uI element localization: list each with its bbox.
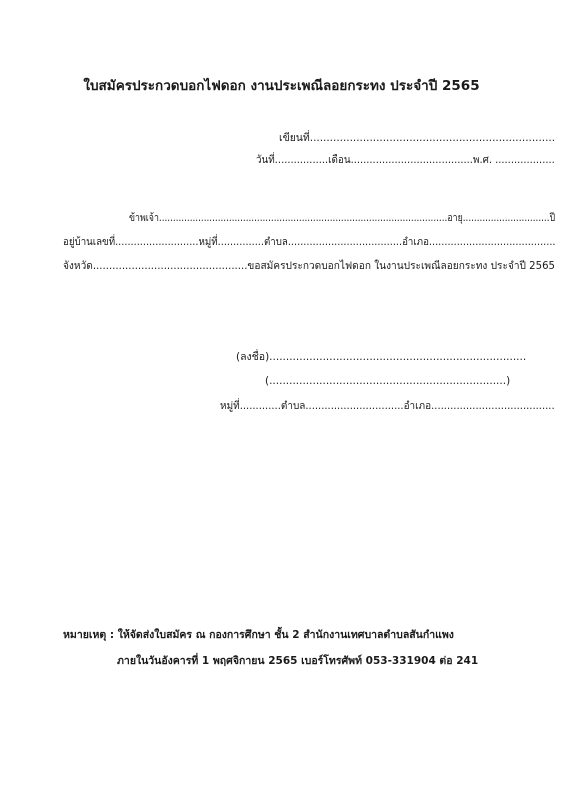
address-line: อยู่บ้านเลขที่...........................หมู่ที่...............ตำบล.....................................อำเภอ......................................... <box>63 236 556 248</box>
date-line: วันที่.................เดือน.......................................พ.ศ. ................... <box>256 154 555 166</box>
signature-address-line: หมู่ที่.............ตำบล...............................อำเภอ....................................... <box>220 400 555 412</box>
written-at-line: เขียนที่.......................................................................... <box>279 132 556 144</box>
form-title: ใบสมัครประกวดบอกไฟดอก งานประเพณีลอยกระทง ประจำปี 2565 <box>83 78 480 94</box>
signature-name-line: (.......................................................................) <box>265 375 511 387</box>
note-line-2: ภายในวันอังคารที่ 1 พฤศจิกายน 2565 เบอร์โทรศัพท์ 053-331904 ต่อ 241 <box>117 655 479 667</box>
note-line-1: หมายเหตุ : ให้จัดส่งใบสมัคร ณ กองการศึกษา ชั้น 2 สำนักงานเทศบาลตำบลสันกำแพง <box>63 629 454 641</box>
applicant-name-line: ข้าพเจ้า.......................................................................................................อายุ...............................ปี <box>129 212 556 224</box>
province-line: จังหวัด................................................ขอสมัครประกวดบอกไฟดอก ในงานประเพณีลอยกระทง ประจำปี 2565 <box>63 260 555 272</box>
signature-line: (ลงชื่อ)............................................................................. <box>236 351 527 363</box>
